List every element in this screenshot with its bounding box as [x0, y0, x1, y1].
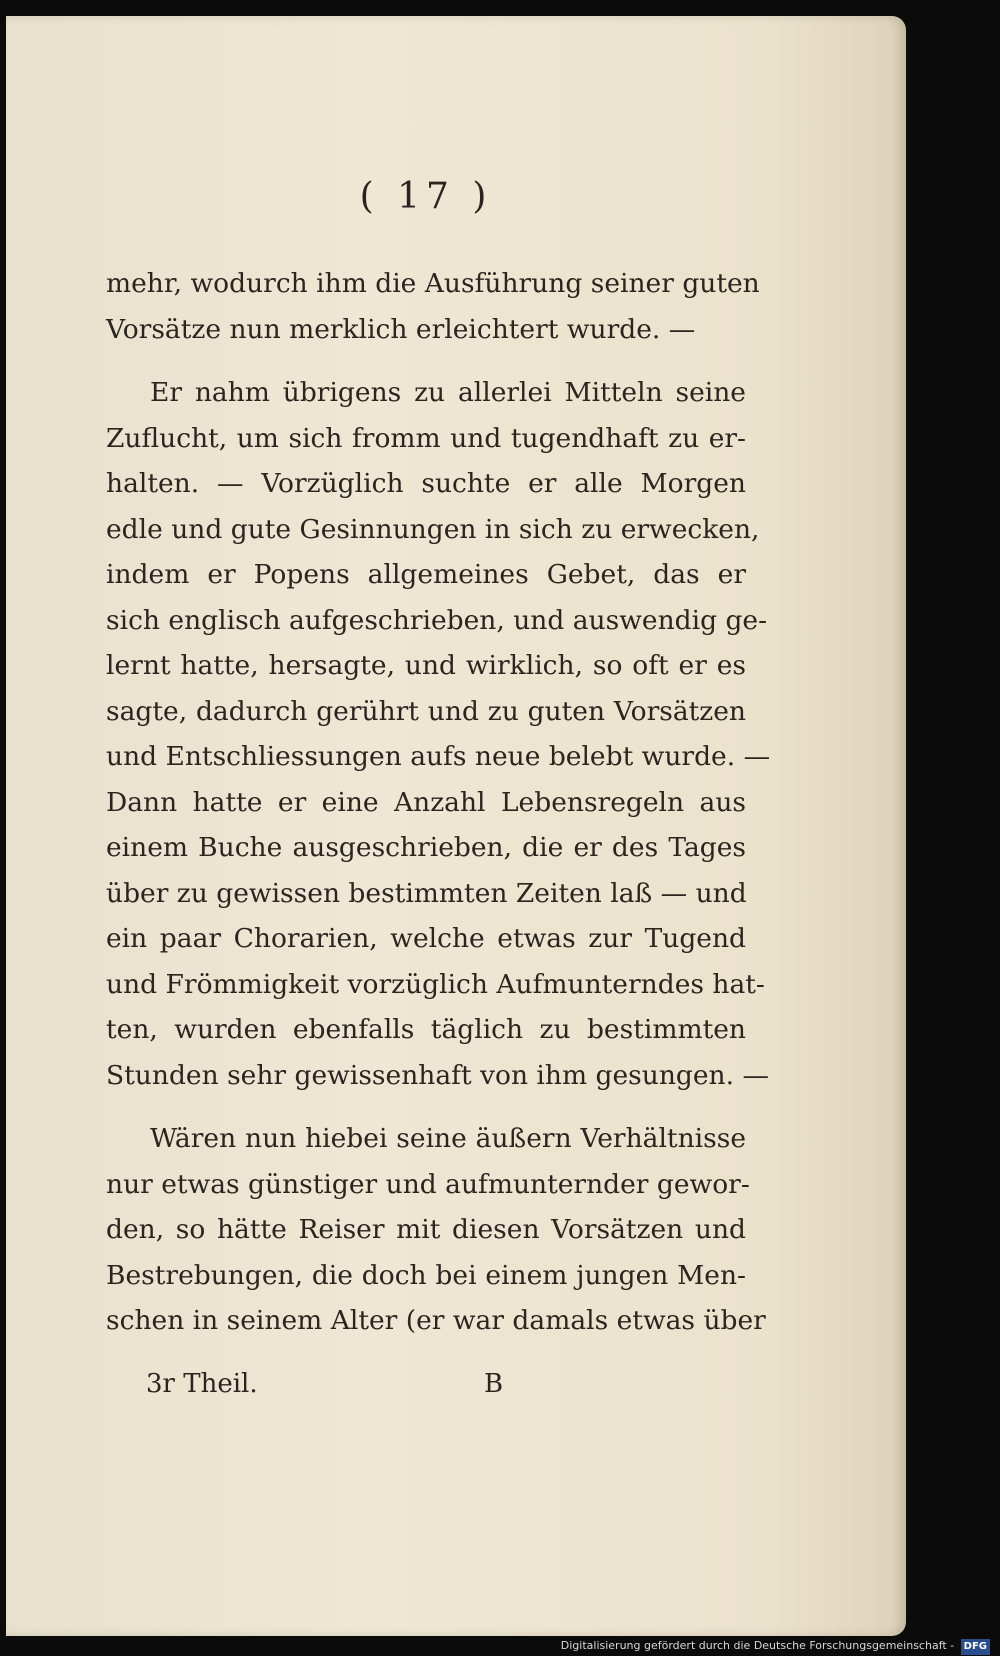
page-number-header: ( 17 ): [359, 176, 493, 217]
text-line: über zu gewissen bestimmten Zeiten laß — und: [106, 877, 747, 909]
page-footer: [146, 1364, 546, 1404]
text-line: Er nahm übrigens zu allerlei Mitteln seine: [150, 377, 746, 408]
text-line: sagte, dadurch gerührt und zu guten Vorsätzen: [106, 695, 746, 727]
text-line: ein paar Chorarien, welche etwas zur Tugend: [106, 923, 746, 954]
text-line: und Entschliessungen aufs neue belebt wurde. —: [106, 741, 771, 772]
credit-text: Digitalisierung gefördert durch die Deutsche Forschungsgemeinschaft -: [560, 1639, 955, 1652]
catchword-mark: B: [484, 1369, 504, 1399]
text-line: mehr, wodurch ihm die Ausführung seiner guten: [106, 268, 760, 299]
text-line: lernt hatte, hersagte, und wirklich, so oft er es: [106, 650, 746, 681]
text-line: Wären nun hiebei seine äußern Verhältnisse: [150, 1123, 746, 1154]
text-line: indem er Popens allgemeines Gebet, das er: [106, 559, 746, 590]
text-line: Dann hatte er eine Anzahl Lebensregeln aus: [106, 786, 746, 818]
dfg-logo: DFG: [961, 1639, 990, 1655]
text-line: sich englisch aufgeschrieben, und auswendig ge-: [106, 604, 768, 636]
signature-mark: 3r Theil.: [146, 1369, 258, 1399]
text-line: halten. — Vorzüglich suchte er alle Morgen: [106, 468, 746, 499]
text-line: und Frömmigkeit vorzüglich Aufmunterndes hat-: [106, 968, 765, 1000]
text-line: edle und gute Gesinnungen in sich zu erwecken,: [106, 513, 760, 545]
text-line: Vorsätze nun merklich erleichtert wurde. —: [106, 313, 696, 345]
text-line: nur etwas günstiger und aufmunternder gewor-: [106, 1168, 750, 1200]
digitization-credit: [561, 1638, 990, 1654]
book-page: [6, 16, 906, 1636]
text-line: Stunden sehr gewissenhaft von ihm gesungen. —: [106, 1059, 769, 1091]
text-line: den, so hätte Reiser mit diesen Vorsätzen und: [106, 1214, 746, 1245]
body-text: [106, 261, 771, 1344]
text-line: einem Buche ausgeschrieben, die er des Tages: [106, 832, 746, 863]
text-line: ten, wurden ebenfalls täglich zu bestimmten: [106, 1014, 746, 1045]
text-line: Bestrebungen, die doch bei einem jungen Men-: [106, 1259, 746, 1291]
text-line: Zuflucht, um sich fromm und tugendhaft zu er-: [106, 422, 746, 454]
text-line: schen in seinem Alter (er war damals etwas über: [106, 1305, 766, 1336]
